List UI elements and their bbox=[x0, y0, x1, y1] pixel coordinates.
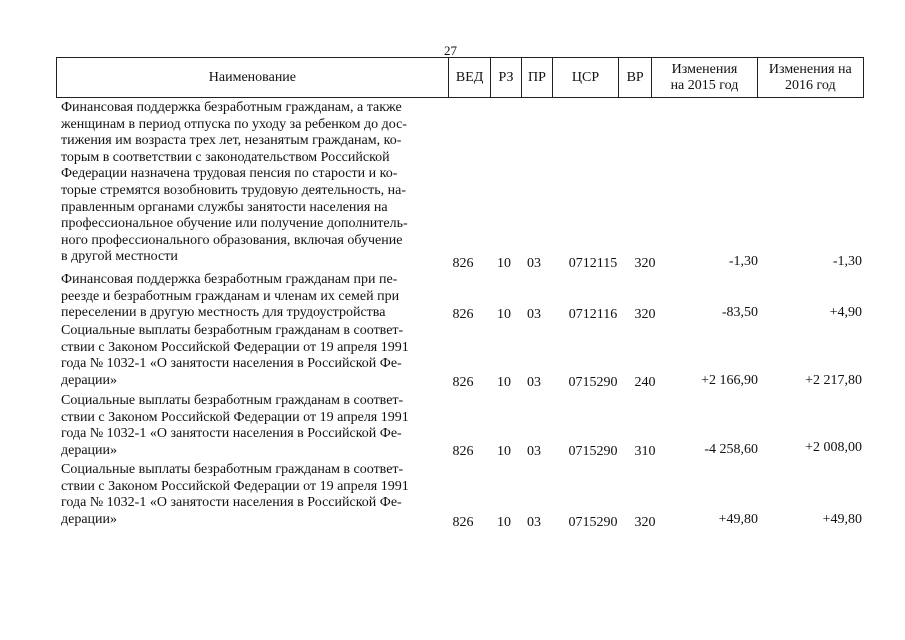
page-number: 27 bbox=[444, 43, 457, 58]
row-change-2016: +2 008,00 bbox=[805, 440, 862, 455]
row-change-2015: +2 166,90 bbox=[701, 373, 758, 388]
row-vr: 320 bbox=[634, 307, 656, 322]
row-csr: 0715290 bbox=[568, 515, 618, 530]
row-vr: 310 bbox=[634, 444, 656, 459]
header-changes-2016-line2: 2016 год bbox=[785, 77, 836, 93]
header-ved: ВЕД bbox=[448, 58, 491, 98]
row-change-2015: -1,30 bbox=[728, 254, 758, 269]
row-ved: 826 bbox=[452, 307, 474, 322]
row-name: Социальные выплаты безработным гражданам в соответ- ствии с Законом Российской Федерации от 19 апреля 1991 года № 1032-1 «О занятости населения в Российской Фе- дерации» bbox=[61, 462, 409, 527]
row-ved: 826 bbox=[452, 444, 474, 459]
row-csr: 0712116 bbox=[568, 307, 618, 322]
header-vr: ВР bbox=[618, 58, 651, 98]
row-change-2016: +4,90 bbox=[829, 305, 862, 320]
row-rz: 10 bbox=[497, 307, 511, 322]
row-change-2016: +49,80 bbox=[822, 512, 862, 527]
row-name: Финансовая поддержка безработным гражданам при пе- реезде и безработным гражданам и членам их семей при переселении в другую местность для трудоустройства bbox=[61, 272, 400, 321]
row-vr: 320 bbox=[634, 256, 656, 271]
row-ved: 826 bbox=[452, 256, 474, 271]
header-changes-2016 bbox=[757, 58, 863, 98]
table-header bbox=[56, 57, 864, 98]
row-csr: 0712115 bbox=[568, 256, 618, 271]
header-changes-2015-line2: на 2015 год bbox=[670, 77, 739, 93]
row-change-2016: +2 217,80 bbox=[805, 373, 862, 388]
row-change-2015: +49,80 bbox=[718, 512, 758, 527]
row-pr: 03 bbox=[527, 515, 541, 530]
row-pr: 03 bbox=[527, 256, 541, 271]
row-change-2015: -83,50 bbox=[721, 305, 758, 320]
row-ved: 826 bbox=[452, 375, 474, 390]
row-vr: 240 bbox=[634, 375, 656, 390]
header-name: Наименование bbox=[57, 58, 449, 98]
row-rz: 10 bbox=[497, 256, 511, 271]
row-pr: 03 bbox=[527, 375, 541, 390]
row-change-2015: -4 258,60 bbox=[704, 442, 758, 457]
row-name: Финансовая поддержка безработным гражданам, а также женщинам в период отпуска по уходу за ребенком до дос- тижения им возраста трех лет, незанятым гражданам, ко- торым в соответствии с законодательством Российской Федерации назначена трудовая пенсия по старости и ко- торые стремятся возобновить трудовую деятельность, на- правленным органами службы занятости населения на профессиональное обучение или получение дополнитель- ного профессионального образования, включая обучение в другой местности bbox=[61, 100, 408, 265]
header-csr: ЦСР bbox=[553, 58, 619, 98]
header-pr: ПР bbox=[521, 58, 552, 98]
row-ved: 826 bbox=[452, 515, 474, 530]
row-rz: 10 bbox=[497, 375, 511, 390]
header-rz: РЗ bbox=[491, 58, 521, 98]
row-csr: 0715290 bbox=[568, 375, 618, 390]
row-name: Социальные выплаты безработным гражданам в соответ- ствии с Законом Российской Федерации от 19 апреля 1991 года № 1032-1 «О занятости населения в Российской Фе- дерации» bbox=[61, 393, 409, 458]
row-rz: 10 bbox=[497, 444, 511, 459]
row-pr: 03 bbox=[527, 444, 541, 459]
row-pr: 03 bbox=[527, 307, 541, 322]
row-rz: 10 bbox=[497, 515, 511, 530]
row-vr: 320 bbox=[634, 515, 656, 530]
header-changes-2015 bbox=[652, 58, 757, 98]
row-change-2016: -1,30 bbox=[832, 254, 862, 269]
header-changes-2015-line1: Изменения bbox=[671, 61, 738, 77]
row-name: Социальные выплаты безработным гражданам в соответ- ствии с Законом Российской Федерации от 19 апреля 1991 года № 1032-1 «О занятости населения в Российской Фе- дерации» bbox=[61, 323, 409, 388]
row-csr: 0715290 bbox=[568, 444, 618, 459]
header-changes-2016-line1: Изменения на bbox=[768, 61, 852, 77]
